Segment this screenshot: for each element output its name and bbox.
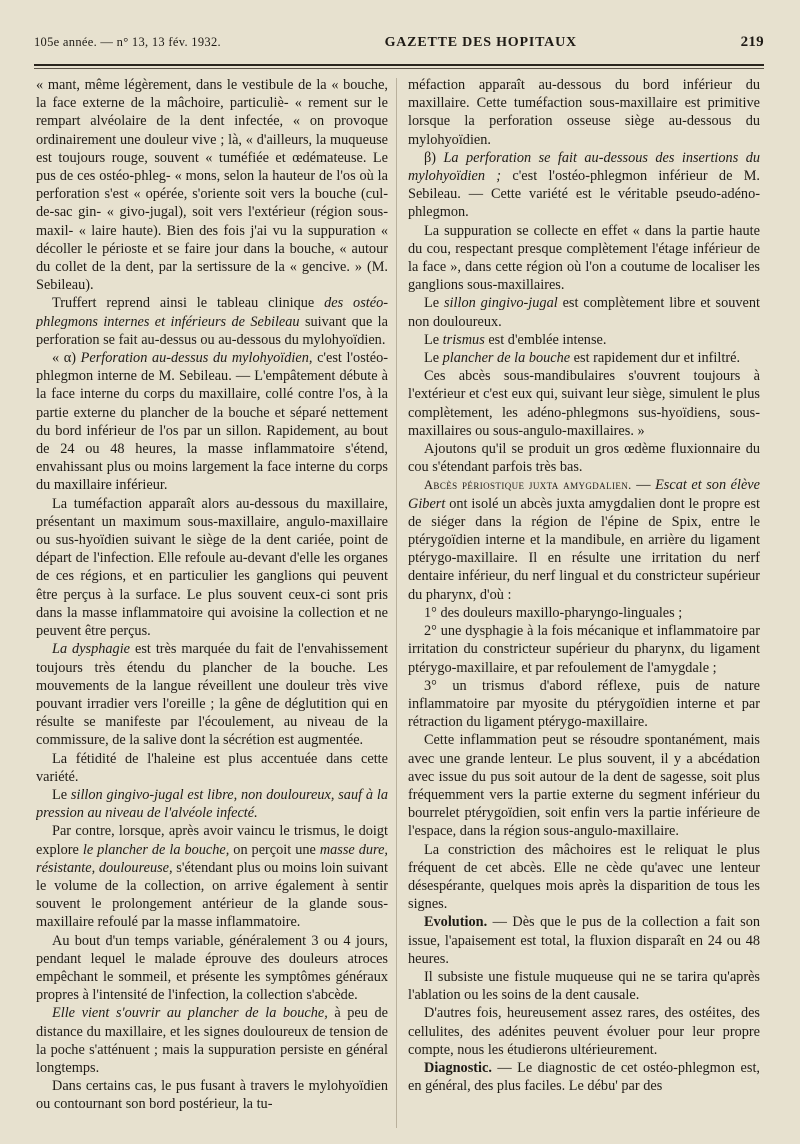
- paragraph: Le sillon gingivo-jugal est complètement libre et souvent non douloureux.: [408, 295, 760, 330]
- paragraph: Par contre, lorsque, après avoir vaincu le trismus, le doigt explore le plancher de la bouche, on perçoit une masse dure, résistante, douloureuse, s'étendant plus ou moins loin suivant le volume de la collection, on arrive également à sentir souvent le prolongement antérieur de la glande sous-maxillaire refoulé par la masse inflammatoire.: [36, 823, 388, 931]
- left-column: [36, 76, 388, 1138]
- paragraph: La fétidité de l'haleine est plus accentuée dans cette variété.: [36, 750, 388, 785]
- paragraph: La dysphagie est très marquée du fait de l'envahissement toujours très étendu du plancher de la bouche. Les mouvements de la langue réveillent une douleur très vive pouvant irradier vers l'oreille ; la gêne de déglutition qui en résulte se manifeste par l'écoulement, au niveau de la commissure, de la salive dont la sécrétion est augmentée.: [36, 641, 388, 749]
- paragraph: β) La perforation se fait au-dessous des insertions du mylohyoïdien ; c'est l'ostéo-phlegmon inférieur de M. Sebileau. — Cette variété est le véritable pseudo-adéno-phlegmon.: [408, 149, 760, 221]
- paragraph: D'autres fois, heureusement assez rares, des ostéites, des cellulites, des adénites peuvent évoluer pour leur propre compte, nous les étudierons ultérieurement.: [408, 1005, 760, 1058]
- list-item: 1° des douleurs maxillo-pharyngo-linguales ;: [424, 604, 683, 621]
- paragraph: méfaction apparaît au-dessous du bord inférieur du maxillaire. Cette tuméfaction sous-maxillaire est primitive lorsque la perforation osseuse siège au-dessous du mylohyoïdien.: [408, 77, 760, 148]
- page-header: [34, 34, 764, 58]
- column-divider: [396, 78, 397, 1128]
- header-rule-thin: [34, 68, 764, 69]
- page-number: 219: [740, 34, 764, 50]
- section-heading: Evolution.: [424, 914, 488, 931]
- header-rule: [34, 64, 764, 66]
- section-heading: Diagnostic.: [424, 1059, 492, 1076]
- journal-title: GAZETTE DES HOPITAUX: [384, 35, 577, 50]
- paragraph: Le sillon gingivo-jugal est libre, non douloureux, sauf à la pression au niveau de l'alvéole infecté.: [36, 786, 388, 822]
- paragraph: Dans certains cas, le pus fusant à travers le mylohyoïdien ou contournant son bord postérieur, la tu-: [36, 1078, 388, 1113]
- list-item: 3° un trismus d'abord réflexe, puis de nature inflammatoire par myosite du ptérygoïdien interne et par rétraction du ligament ptérygo-maxillaire.: [408, 677, 760, 731]
- paragraph: Il subsiste une fistule muqueuse qui ne se tarira qu'après l'ablation ou les soins de la dent causale.: [408, 968, 760, 1004]
- paragraph: Le trismus est d'emblée intense.: [424, 331, 607, 348]
- list-item: 2° une dysphagie à la fois mécanique et inflammatoire par irritation du constricteur supérieur du pharynx, du ligament ptérygo-maxillaire, et par refoulement de l'amygdale ;: [408, 623, 760, 676]
- paragraph: La suppuration se collecte en effet « dans la partie haute du cou, respectant presque complètement l'étage inférieur de la face », dans cette région où l'on a coutume de localiser les ganglions sous-maxillaires.: [408, 222, 760, 294]
- paragraph: Le plancher de la bouche est rapidement dur et infiltré.: [424, 350, 741, 367]
- paragraph: Truffert reprend ainsi le tableau clinique des ostéo-phlegmons internes et inférieurs de Sebileau suivant que la perforation se fait au-dessus ou au-dessous du mylohyoïdien.: [36, 295, 388, 348]
- paragraph: Ajoutons qu'il se produit un gros œdème fluxionnaire du cou s'étendant parfois très bas.: [408, 441, 760, 476]
- section-diagnostic: Diagnostic. — Le diagnostic de cet ostéo-phlegmon est, en général, des plus faciles. Le débu' par des: [408, 1059, 760, 1095]
- paragraph: La constriction des mâchoires est le reliquat le plus fréquent de cet abcès. Elle ne cède qu'avec une lenteur désespérante, quelques mois après la disparition de tous les signes.: [408, 841, 760, 913]
- paragraph: Elle vient s'ouvrir au plancher de la bouche, à peu de distance du maxillaire, et les signes douloureux de tension de la poche s'atténuent ; mais la suppuration persiste en général longtemps.: [36, 1005, 388, 1076]
- section-heading: Abcès périostique juxta amygdalien.: [424, 478, 632, 493]
- issue-info: 105e année. — n° 13, 13 fév. 1932.: [34, 35, 221, 49]
- section-evolution: Evolution. — Dès que le pus de la collection a fait son issue, l'apaisement est total, la fluxion disparaît en 24 ou 48 heures.: [408, 914, 760, 967]
- paragraph: Ces abcès sous-mandibulaires s'ouvrent toujours à l'extérieur et c'est eux qui, suivant leur siège, simulent le plus complètement, les adéno-phlegmons sus-hyoïdiens, sous-maxillaires ou sous-angulo-maxillaires. »: [408, 368, 760, 439]
- paragraph: La tuméfaction apparaît alors au-dessous du maxillaire, présentant un maximum sous-maxillaire, angulo-maxillaire ou sus-hyoïdien suivant le siège de la dent cariée, point de départ de l'infection. Elle refoule au-devant d'elle les organes de ces régions, et en particulier les ganglions qui peuvent être perçus à la surface. Le plus souvent ceux-ci sont pris dans la masse inflammatoire qui avoisine la collection et ne peuvent être perçus.: [36, 495, 388, 640]
- right-column: [408, 76, 760, 1138]
- section-abces: Abcès périostique juxta amygdalien. — Escat et son élève Gibert ont isolé un abcès juxta amygdalien dont le propre est de siéger dans la région de l'épine de Spix, entre le ptérygoïdien interne et la mandibule, en arrière du ligament ptérygo-maxillaire. Il en résulte une irritation du nerf dentaire inférieur, du nerf lingual et du constricteur supérieur du pharynx, d'où :: [408, 477, 760, 603]
- paragraph: Au bout d'un temps variable, généralement 3 ou 4 jours, pendant lequel le malade éprouve des douleurs atroces empêchant le sommeil, et présente les symptômes généraux propres à l'intensité de l'infection, la collection s'abcède.: [36, 932, 388, 1004]
- paragraph: Cette inflammation peut se résoudre spontanément, mais avec une grande lenteur. Le plus souvent, il y a abcédation avec issue du pus soit autour de la dent de sagesse, soit plus fréquemment vers la partie externe du segment inférieur du bourrelet ptérygoïdien, soit enfin vers la partie inférieure de l'espace, dans la région sous-angulo-maxillaire.: [408, 732, 760, 840]
- paragraph: « mant, même légèrement, dans le vestibule de la « bouche, la face externe de la mâchoire, particuliè- « rement sur le rempart alvéolaire de la dent infectée, « on provoque ordinairement une douleur vive ; là, « d'ailleurs, la muqueuse est toujours rouge, souvent « tuméfiée et œdémateuse. Le pus de ces ostéo-phleg- « mons, selon la hauteur de l'os où la perforation s'est « opérée, s'oriente soit vers la bouche (cul-de-sac gin- « givo-jugal), soit vers l'extérieur (région sous-maxil- « laire haute). Bien des fois j'ai vu la suppuration « décoller le périoste et se faire jour dans la bouche, « autour du collet de la dent, par la sertissure de la « gencive. » (M. Sebileau).: [36, 77, 388, 294]
- paragraph: « α) Perforation au-dessus du mylohyoïdien, c'est l'ostéo-phlegmon interne de M. Sebileau. — L'empâtement débute à la face interne du corps du maxillaire, collé contre l'os, à la partie externe du plancher de la bouche et séparé nettement du bord inférieur de l'os par un sillon. Rapidement, au bout de 24 ou 48 heures, la masse inflammatoire s'étend, envahissant plus ou moins largement la face interne du corps du maxillaire inférieur.: [36, 350, 388, 494]
